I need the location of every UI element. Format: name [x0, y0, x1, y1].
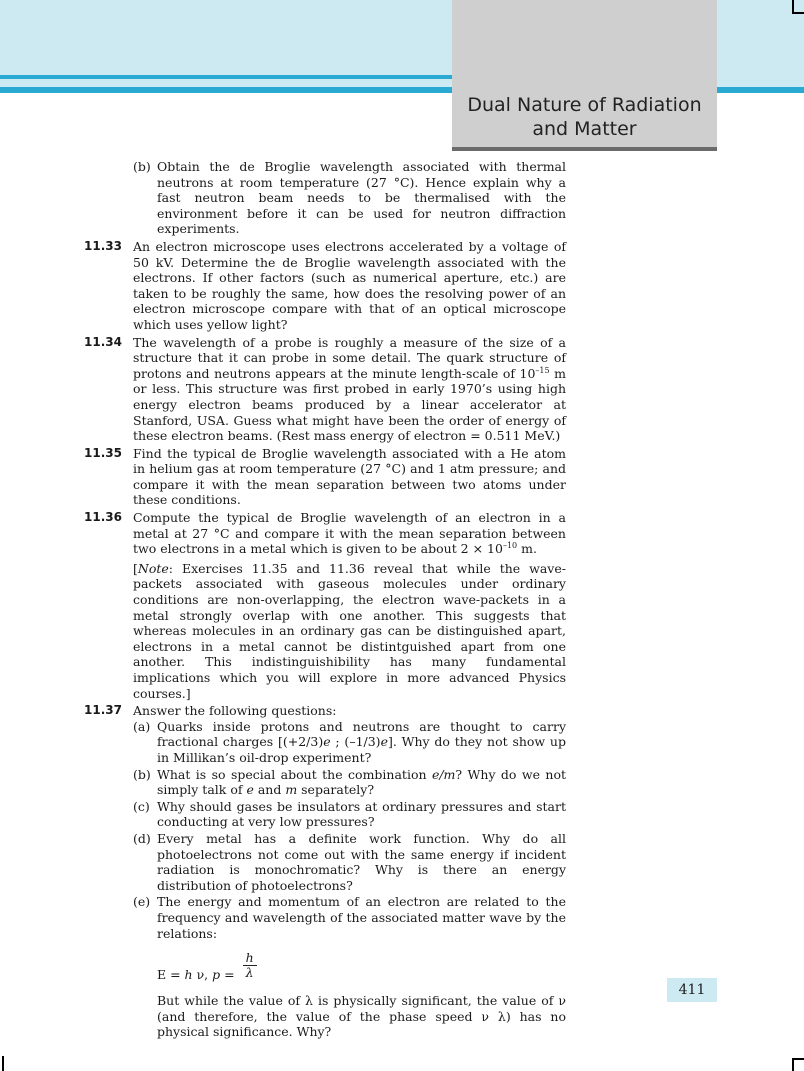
- exercise-intro: Answer the following questions:: [133, 703, 337, 719]
- crop-mark-bottom-left: [2, 1056, 4, 1071]
- chapter-title: [452, 93, 717, 141]
- sub-letter: (e): [133, 894, 151, 910]
- exercise-text-cont: m or less. This structure was first probed in early 1970’s using high energy electron beams produced by a linear accelerator at Stanford, USA. Guess what might have been the order of energy of these electron beams. (Rest mass energy of electron = 0.511 MeV.): [133, 365, 566, 444]
- fraction-numerator: h: [243, 951, 257, 966]
- sub-text: Every metal has a definite work function. Why do all photoelectrons not come out with the same energy if incident radiation is monochromatic? Why is there an energy distribution of photoelectrons?: [157, 830, 566, 893]
- sub-text: Why should gases be insulators at ordinary pressures and start conducting at very low pressures?: [157, 798, 566, 830]
- chapter-title-line2: and Matter: [532, 118, 637, 140]
- sub-text-cont: and: [253, 782, 286, 798]
- sub-text: Obtain the de Broglie wavelength associated with thermal neutrons at room temperature (27 °C). Hence explain why a fast neutron beam needs to be thermalised with the environment before it can be used for neutron diffraction experiments.: [157, 159, 566, 237]
- sub-letter: (b): [133, 159, 151, 174]
- formula-de-broglie: [133, 951, 566, 985]
- formula-line: [157, 967, 239, 982]
- note-bracket: [: [133, 560, 138, 576]
- exercise-11-35: [84, 446, 566, 508]
- mass-symbol: m: [285, 782, 298, 798]
- exercise-number: 11.36: [84, 510, 122, 525]
- sub-question-e-cont: But while the value of λ is physically significant, the value of ν (and therefore, the value of the phase speed ν λ) has no physical significance. Why?: [157, 993, 566, 1040]
- sub-question-b: [133, 159, 566, 237]
- exercise-text-cont: m.: [517, 541, 537, 557]
- formula-eq: =: [220, 967, 239, 983]
- exercise-11-37: [84, 703, 566, 1040]
- sub-text-cont: ]. Why do they not show up in Millikan’s oil-drop experiment?: [157, 734, 566, 765]
- exercise-text: An electron microscope uses electrons accelerated by a voltage of 50 kV. Determine the de Broglie wavelength associated with the electrons. If other factors (such as numerical aperture, etc.) are taken to be roughly the same, how does the resolving power of an electron microscope compare with that of an optical microscope which uses yellow light?: [133, 238, 566, 332]
- charge-symbol: e: [323, 734, 331, 750]
- sub-letter: (b): [133, 766, 151, 782]
- note-block: [133, 561, 566, 701]
- sub-question-e: [133, 894, 566, 941]
- sub-text-cont: separately?: [297, 782, 375, 798]
- exercise-text: The wavelength of a probe is roughly a measure of the size of a structure that it can probe in some detail. The quark structure of protons and neutrons appears at the minute length-scale of 10: [133, 334, 566, 381]
- formula-fraction: [243, 951, 257, 980]
- sub-text: What is so special about the combination: [157, 766, 432, 782]
- sub-question-c: [133, 799, 566, 830]
- sub-question-b: [133, 767, 566, 798]
- exponent: –10: [502, 541, 518, 551]
- exercise-number: 11.34: [84, 334, 122, 349]
- crop-mark-top-right-h: [792, 12, 804, 14]
- page-number: 411: [667, 978, 717, 1002]
- exercise-11-36: [84, 510, 566, 701]
- ratio-symbol: e/m: [431, 766, 456, 782]
- formula-nu: ν,: [192, 967, 213, 983]
- note-text: : Exercises 11.35 and 11.36 reveal that while the wave-packets associated with gaseous molecules under ordinary conditions are non-overlapping, the electron wave-packets in a metal strongly overlap with one another. This suggests that whereas molecules in an ordinary gas can be distinguished apart, electrons in a metal cannot be distintguished apart from one another. This indistinguishibility has many fundamental implications which you will explore in more advanced Physics courses.]: [133, 560, 566, 701]
- exercise-text: Compute the typical de Broglie wavelength of an electron in a metal at 27 °C and compare it with the mean separation between two electrons in a metal which is given to be about 2 × 10: [133, 510, 566, 557]
- exercise-content: [84, 159, 566, 1042]
- sub-letter: (a): [133, 718, 151, 734]
- note-label: Note: [137, 560, 169, 576]
- sub-letter: (c): [133, 798, 150, 814]
- sub-question-d: [133, 831, 566, 893]
- sub-letter: (d): [133, 830, 151, 846]
- exercise-11-34: [84, 335, 566, 444]
- formula-p: p: [212, 967, 221, 983]
- exercise-11-33: [84, 239, 566, 333]
- chapter-title-line1: Dual Nature of Radiation: [467, 94, 702, 116]
- exercise-number: 11.33: [84, 238, 122, 253]
- exercise-number: 11.37: [84, 703, 122, 718]
- sub-question-a: [133, 719, 566, 766]
- formula-e: E =: [157, 967, 185, 983]
- formula-h: h: [184, 967, 193, 983]
- exercise-11-32b: [84, 159, 566, 237]
- sub-text: The energy and momentum of an electron are related to the frequency and wavelength of the associated matter wave by the relations:: [157, 894, 566, 941]
- charge-symbol: e: [380, 734, 388, 750]
- exercise-number: 11.35: [84, 445, 122, 460]
- charge-symbol: e: [246, 782, 254, 798]
- fraction-denominator: λ: [245, 965, 254, 981]
- exponent: –15: [535, 365, 550, 375]
- exercise-text: Find the typical de Broglie wavelength associated with a He atom in helium gas at room temperature (27 °C) and 1 atm pressure; and compare it with the mean separation between two atoms under these conditions.: [133, 445, 566, 508]
- sub-text-cont: ; (–1/3): [330, 734, 381, 750]
- sub-text-cont: ? Why do we not simply talk of: [157, 766, 566, 798]
- crop-mark-bottom-right-h: [792, 1058, 804, 1060]
- sub-text: Quarks inside protons and neutrons are thought to carry fractional charges [(+2/3): [157, 718, 566, 750]
